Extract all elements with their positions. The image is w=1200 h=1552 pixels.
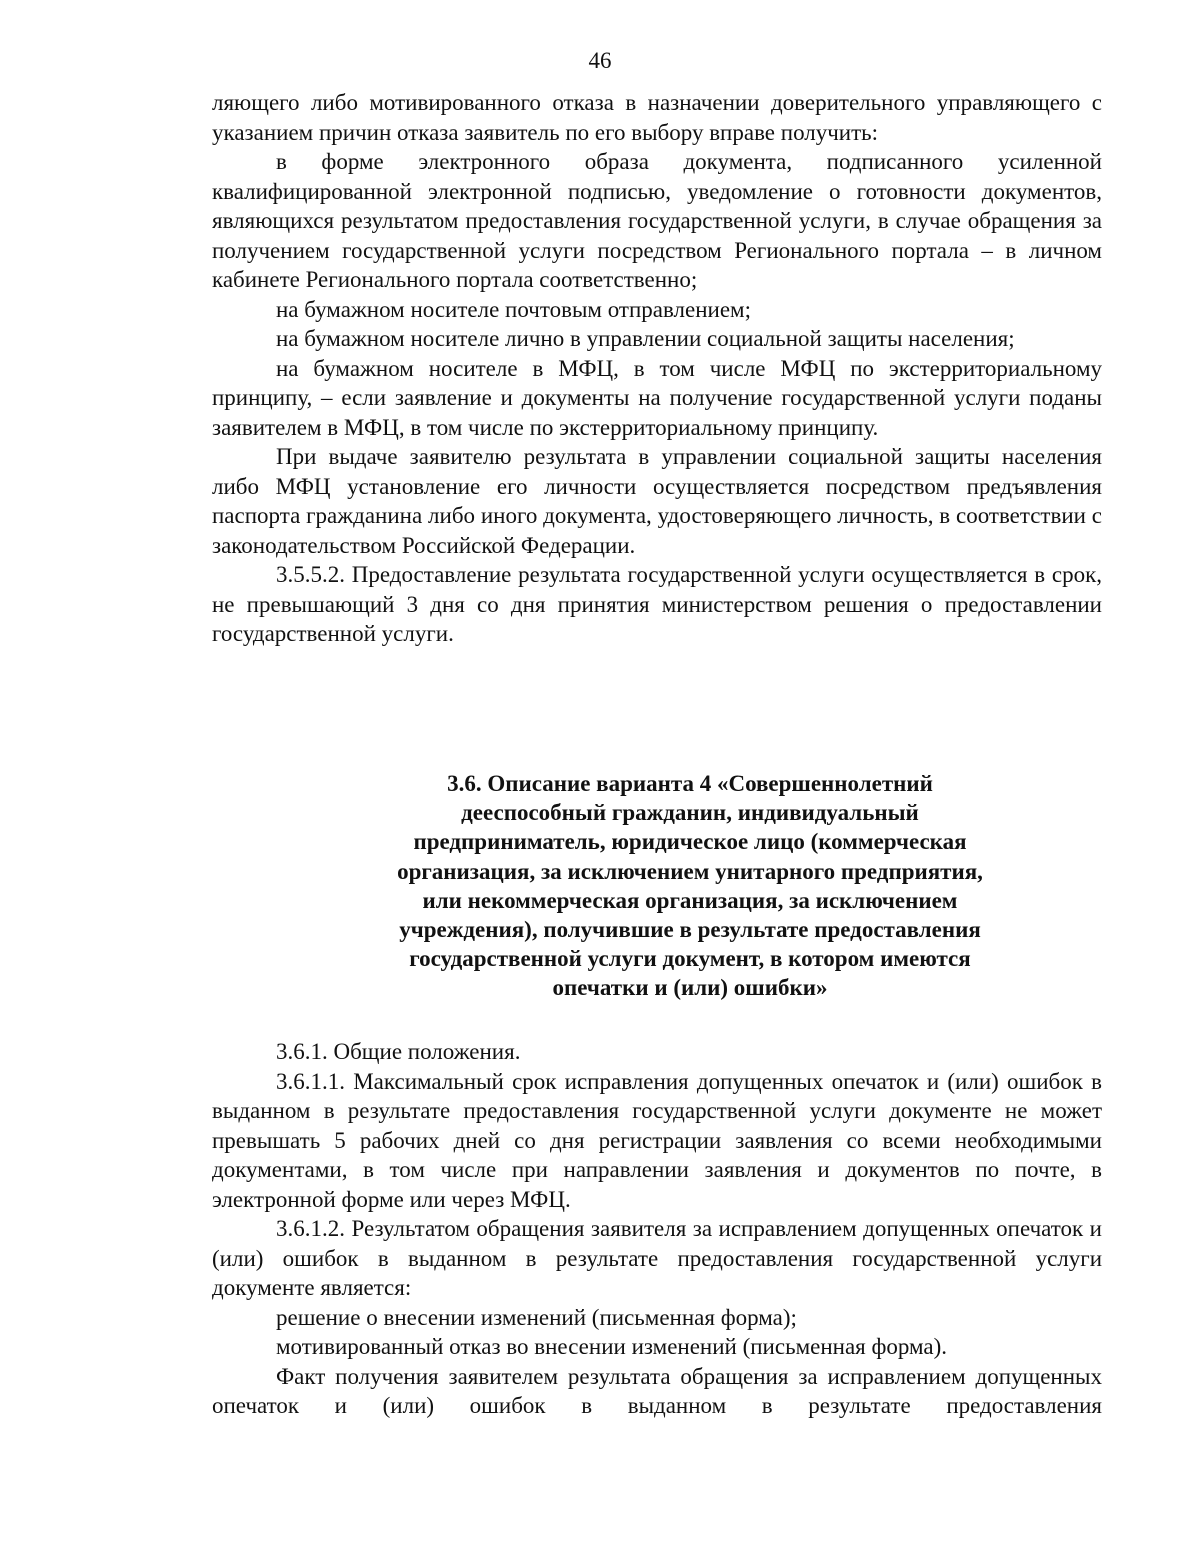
heading-line: опечатки и (или) ошибки» bbox=[552, 975, 828, 1001]
section-heading bbox=[330, 769, 1050, 1003]
paragraph: на бумажном носителе в МФЦ, в том числе МФЦ по экстерриториальному принципу, – если заявление и документы на получение государственной услуги поданы заявителем в МФЦ, в том числе по экстерриториальному принципу. bbox=[212, 355, 1102, 440]
heading-line: учреждения), получившие в результате предоставления bbox=[399, 917, 981, 943]
paragraph: мотивированный отказ во внесении изменений (письменная форма). bbox=[276, 1334, 948, 1359]
paragraph: 3.6.1.1. Максимальный срок исправления допущенных опечаток и (или) ошибок в выданном в результате предоставления государственной услуги документе не может превышать 5 рабочих дней со дня регистрации заявления со всеми необходимыми документами, в том числе при направлении заявления и документов по почте, в электронной форме или через МФЦ. bbox=[212, 1068, 1102, 1212]
body-text-top bbox=[212, 88, 1102, 649]
heading-line: предприниматель, юридическое лицо (коммерческая bbox=[413, 829, 967, 855]
paragraph: При выдаче заявителю результата в управлении социальной защиты населения либо МФЦ установление его личности осуществляется посредством предъявления паспорта гражданина либо иного документа, удостоверяющего личность, в соответствии с законодательством Российской Федерации. bbox=[212, 444, 1102, 558]
paragraph: в форме электронного образа документа, подписанного усиленной квалифицированной электронной подписью, уведомление о готовности документов, являющихся результатом предоставления государственной услуги, в случае обращения за получением государственной услуги посредством Регионального портала – в личном кабинете Регионального портала соответственно; bbox=[212, 149, 1102, 292]
paragraph: 3.5.5.2. Предоставление результата государственной услуги осуществляется в срок, не превышающий 3 дня со дня принятия министерством решения о предоставлении государственной услуги. bbox=[212, 562, 1102, 646]
paragraph: ляющего либо мотивированного отказа в назначении доверительного управляющего с указанием причин отказа заявитель по его выбору вправе получить: bbox=[212, 90, 1102, 145]
paragraph: 3.6.1.2. Результатом обращения заявителя за исправлением допущенных опечаток и (или) ошибок в выданном в результате предоставления государственной услуги документе является: bbox=[212, 1216, 1102, 1300]
heading-line: дееспособный гражданин, индивидуальный bbox=[461, 800, 919, 826]
heading-line: 3.6. Описание варианта 4 «Совершеннолетний bbox=[447, 771, 933, 796]
paragraph: решение о внесении изменений (письменная форма); bbox=[276, 1304, 797, 1330]
page-number: 46 bbox=[588, 48, 612, 73]
heading-line: организация, за исключением унитарного предприятия, bbox=[397, 858, 983, 884]
paragraph: на бумажном носителе лично в управлении социальной защиты населения; bbox=[276, 326, 1015, 351]
paragraph: на бумажном носителе почтовым отправлением; bbox=[276, 296, 751, 322]
body-text-bottom bbox=[212, 1037, 1102, 1421]
paragraph: 3.6.1. Общие положения. bbox=[276, 1039, 521, 1064]
heading-line: или некоммерческая организация, за исключением bbox=[422, 887, 958, 913]
heading-line: государственной услуги документ, в котором имеются bbox=[409, 946, 971, 972]
paragraph: Факт получения заявителем результата обращения за исправлением допущенных опечаток и (или) ошибок в выданном в результате предоставления bbox=[212, 1363, 1102, 1418]
